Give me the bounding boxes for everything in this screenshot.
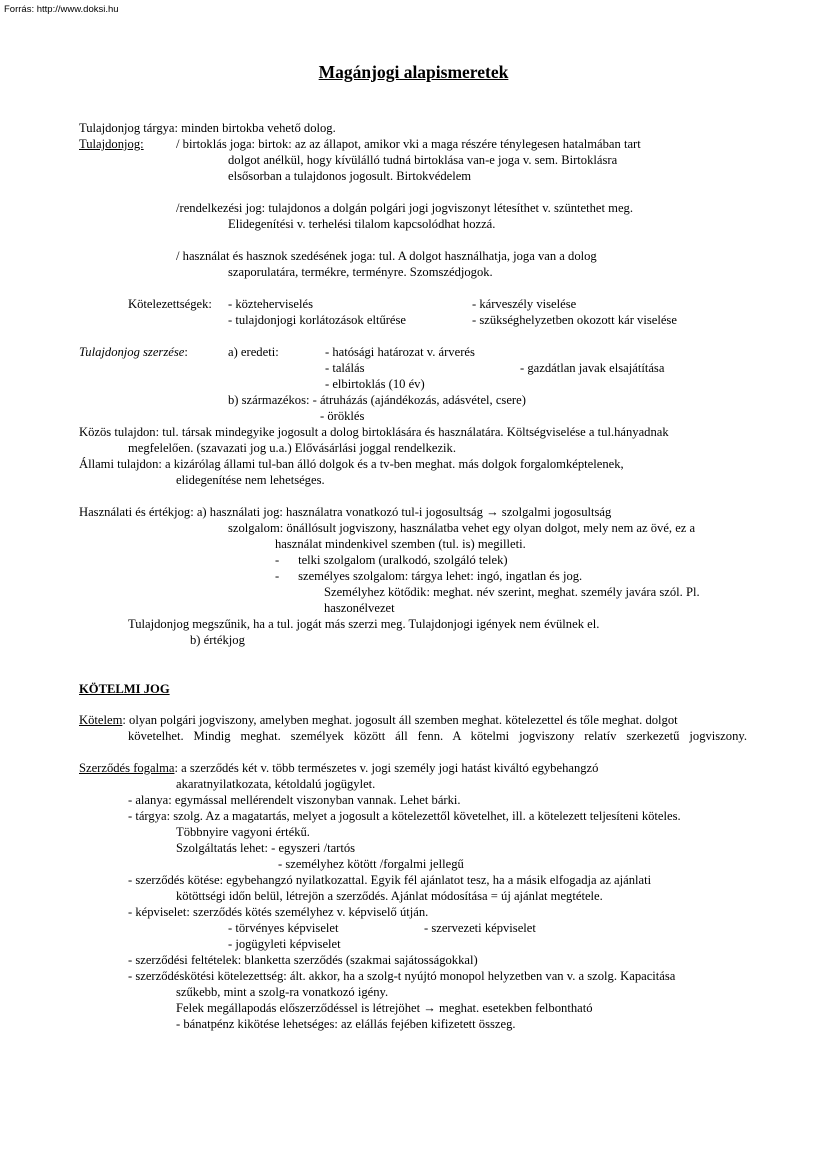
hasznalat-line: szaporulatára, termékre, terményre. Szomszédjogok. xyxy=(228,265,493,279)
hasznalati-line: Használati és értékjog: a) használati jog: használatra vonatkozó tul-i jogosultság → szolgalmi jogosultság xyxy=(79,505,612,519)
szolgalom-line: használat mindenkivel szemben (tul. is) megilleti. xyxy=(275,537,526,551)
allami-line: Állami tulajdon: a kizárólag állami tul-ban álló dolgok és a tv-ben meghat. más dolgok forgalomképtelenek, xyxy=(79,457,624,471)
rendelkezesi-line: Elidegenítési v. terhelési tilalom kapcsolódhat hozzá. xyxy=(228,217,496,231)
szolgalom-item: - telki szolgalom (uralkodó, szolgáló telek) xyxy=(275,553,508,567)
kotelezettseg-item: - szükséghelyzetben okozott kár viselése xyxy=(472,313,677,327)
eredeti-item: - elbirtoklás (10 év) xyxy=(325,377,425,391)
feltetelek-line: - szerződési feltételek: blanketta szerződés (szakmai sajátosságokkal) xyxy=(128,953,478,967)
kepviselet-line: - képviselet: szerződés kötés személyhez v. képviselő útján. xyxy=(128,905,429,919)
alanya-line: - alanya: egymással mellérendelt viszonyban vannak. Lehet bárki. xyxy=(128,793,461,807)
birtoklas-line: dolgot anélkül, hogy kívülálló tudná birtoklása van-e joga v. sem. Birtoklásra xyxy=(228,153,618,167)
page-title: Magánjogi alapismeretek xyxy=(318,62,509,82)
eredeti-item: - hatósági határozat v. árverés xyxy=(325,345,475,359)
szerzodes-text: : a szerződés két v. több természetes v. jogi személy jogi hatást kiváltó egybehangzó xyxy=(174,761,599,775)
kotelezettseg-item: - közteherviselés xyxy=(228,297,313,311)
kotelmi-heading: KÖTELMI JOG xyxy=(79,682,170,696)
szarmazekos-line: b) származékos: - átruházás (ajándékozás, adásvétel, csere) xyxy=(228,393,526,407)
szemelyhez-line: Személyhez kötődik: meghat. név szerint, meghat. személy javára szól. Pl. xyxy=(324,585,700,599)
rendelkezesi-line: /rendelkezési jog: tulajdonos a dolgán polgári jogi jogviszonyt létesíthet v. szüntethet meg. xyxy=(176,201,634,215)
megszunik-line: Tulajdonjog megszűnik, ha a tul. jogát más szerzi meg. Tulajdonjogi igények nem évülnek el. xyxy=(128,617,600,631)
tulajdonjog-targya: Tulajdonjog tárgya: minden birtokba vehető dolog. xyxy=(79,121,336,135)
kotelezettsegek-label: Kötelezettségek: xyxy=(128,297,212,311)
szemelyhez-line: haszonélvezet xyxy=(324,601,395,615)
kozos-line: Közös tulajdon: tul. társak mindegyike jogosult a dolog birtoklására és használatára. Költségviselése a tul.hányadnak xyxy=(79,425,669,439)
szerzodes-label: Szerződés fogalma xyxy=(79,761,175,775)
szerzese-colon: : xyxy=(184,345,188,359)
kotese-line: kötöttségi időn belül, létrejön a szerződés. Ajánlat módosítása = új ajánlat megtétele. xyxy=(176,889,603,903)
targya-line: - tárgya: szolg. Az a magatartás, melyet a jogosult a kötelezettől követelhet, ill. a kötelezett teljesíteni köteles. xyxy=(128,809,681,823)
szerzodes-line xyxy=(79,760,598,776)
szolgalom-line: szolgalom: önállósult jogviszony, használatba vehet egy olyan dolgot, mely nem az övé, ez a xyxy=(228,521,696,535)
source-note: Forrás: http://www.doksi.hu xyxy=(4,4,119,15)
kozos-line: megfelelően. (szavazati jog u.a.) Elővásárlási joggal rendelkezik. xyxy=(128,441,456,455)
kotelem-text: : olyan polgári jogviszony, amelyben meghat. jogosult áll szemben meghat. kötelezettel és tőle meghat. dolgot xyxy=(122,713,678,727)
kotese-line: - szerződés kötése: egybehangzó nyilatkozattal. Egyik fél ajánlatot tesz, ha a másik elfogadja az ajánlati xyxy=(128,873,652,887)
kotelezettseg-line: Felek megállapodás előszerződéssel is létrejöhet → meghat. esetekben felbontható xyxy=(176,1001,593,1015)
szerzese-label-text: Tulajdonjog szerzése xyxy=(79,345,185,359)
eredeti-label: a) eredeti: xyxy=(228,345,279,359)
kotelem-line: követelhet. Mindig meghat. személyek között áll fenn. A kötelmi jogviszony relatív szerkezetű jogviszony. xyxy=(128,729,747,743)
kotelezettseg-line: - szerződéskötési kötelezettség: ált. akkor, ha a szolg-t nyújtó monopol helyzetben van v. a szolg. Kapacitása xyxy=(128,969,676,983)
kepviselet-item-right: - szervezeti képviselet xyxy=(424,921,536,935)
szerzodes-line: akaratnyilatkozata, kétoldalú jogügylet. xyxy=(176,777,376,791)
szarmazekos-item: - öröklés xyxy=(320,409,365,423)
targya-line: Szolgáltatás lehet: - egyszeri /tartós xyxy=(176,841,356,855)
tulajdonjog-label: Tulajdonjog: xyxy=(79,137,144,151)
kepviselet-item: - jogügyleti képviselet xyxy=(228,937,341,951)
kotelezettseg-line: szűkebb, mint a szolg-ra vonatkozó igény. xyxy=(176,985,389,999)
kotelezettseg-item: - kárveszély viselése xyxy=(472,297,577,311)
birtoklas-line: / birtoklás joga: birtok: az az állapot, amikor vki a maga részére ténylegesen hatalmában tart xyxy=(176,137,641,151)
banatpenz-line: - bánatpénz kikötése lehetséges: az elállás fejében kifizetett összeg. xyxy=(176,1017,516,1031)
kotelem-label: Kötelem xyxy=(79,713,123,727)
kotelezettseg-item: - tulajdonjogi korlátozások eltűrése xyxy=(228,313,407,327)
szerzese-label xyxy=(79,344,188,360)
birtoklas-line: elsősorban a tulajdonos jogosult. Birtokvédelem xyxy=(228,169,472,183)
hasznalat-line: / használat és hasznok szedésének joga: tul. A dolgot használhatja, joga van a dolog xyxy=(176,249,597,263)
targya-line: Többnyire vagyoni értékű. xyxy=(176,825,310,839)
targya-line: - személyhez kötött /forgalmi jellegű xyxy=(278,857,464,871)
eredeti-item-right: - gazdátlan javak elsajátítása xyxy=(520,361,665,375)
allami-line: elidegenítése nem lehetséges. xyxy=(176,473,325,487)
kotelem-line xyxy=(79,712,678,728)
ertekjog-line: b) értékjog xyxy=(190,633,245,647)
szolgalom-item: - személyes szolgalom: tárgya lehet: ingó, ingatlan és jog. xyxy=(275,569,583,583)
kepviselet-item: - törvényes képviselet xyxy=(228,921,339,935)
eredeti-item: - találás xyxy=(325,361,365,375)
